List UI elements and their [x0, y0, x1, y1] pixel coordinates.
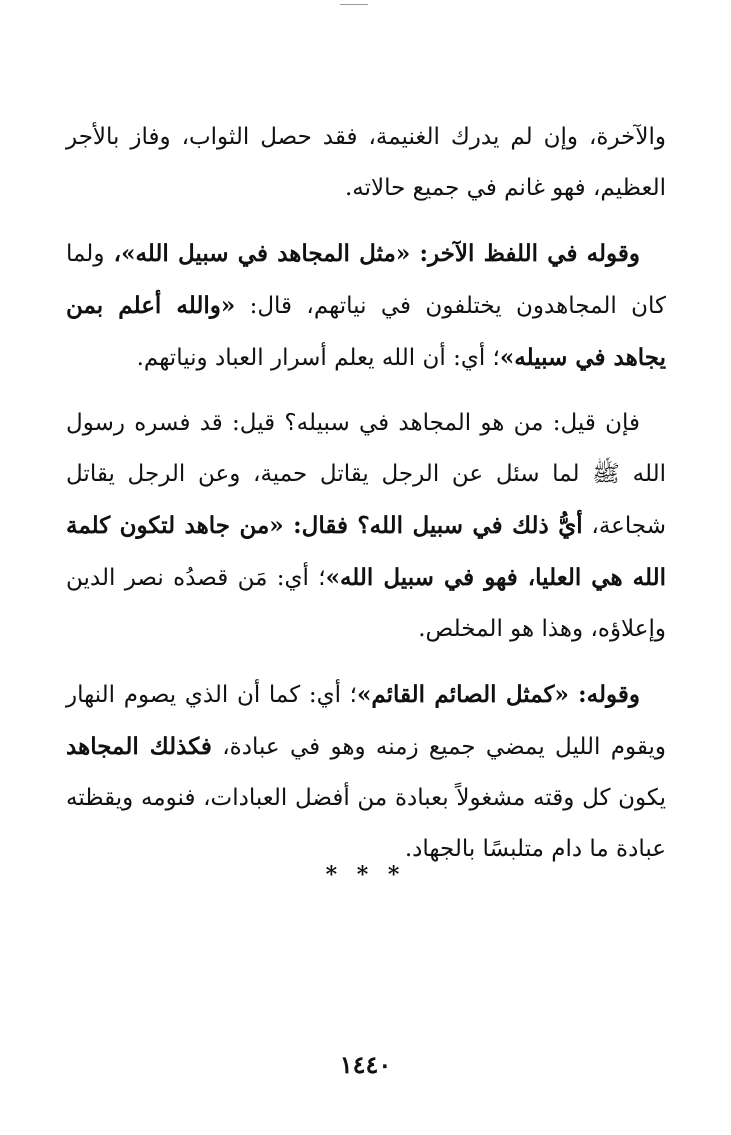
text-segment: فإن قيل: من هو المجاهد في سبيله؟ قيل: قد فسره رسول الله ﷺ لما سئل عن الرجل يقاتل حمية، وعن الرجل يقاتل شجاعة، [66, 410, 667, 539]
top-edge-mark [340, 4, 368, 5]
body-text [66, 112, 666, 889]
text-segment: ولما كان المجاهدون يختلفون في نياتهم، قال: [66, 241, 666, 319]
text-segment-bold: «والله أعلم بمن يجاهد في سبيله» [66, 292, 666, 371]
text-segment: ؛ أي: مَن قصدُه نصر الدين وإعلاؤه، وهذا هو المخلص. [66, 565, 666, 642]
text-segment-bold: وقوله: «كمثل الصائم القائم» [356, 681, 640, 708]
text-segment-bold: فكذلك المجاهد [66, 733, 212, 760]
text-segment: ؛ أي: كما أن الذي يصوم النهار ويقوم الليل يمضي جميع زمنه وهو في عبادة، [66, 682, 666, 760]
paragraph-1 [66, 112, 666, 214]
text-segment-bold: وقوله في اللفظ الآخر: «مثل المجاهد في سبيل الله»، [104, 240, 640, 267]
text-segment: يكون كل وقته مشغولاً بعبادة من أفضل العبادات، فنومه ويقظته عبادة ما دام متلبسًا بالجهاد. [66, 785, 667, 862]
text-segment-bold: أيُّ ذلك في سبيل الله؟ فقال: «من جاهد لتكون كلمة الله هي العليا، فهو في سبيل الله» [66, 512, 666, 591]
text-segment: والآخرة، وإن لم يدرك الغنيمة، فقد حصل الثواب، وفاز بالأجر العظيم، فهو غانم في جميع حالاته. [66, 124, 666, 201]
paragraph-4 [66, 669, 666, 875]
paragraph-2 [66, 228, 666, 384]
text-segment: ؛ أي: أن الله يعلم أسرار العباد ونياتهم. [136, 345, 500, 371]
paragraph-3 [66, 398, 666, 655]
page-number: ١٤٤٠ [339, 1050, 392, 1079]
section-separator: * * * [325, 862, 406, 888]
